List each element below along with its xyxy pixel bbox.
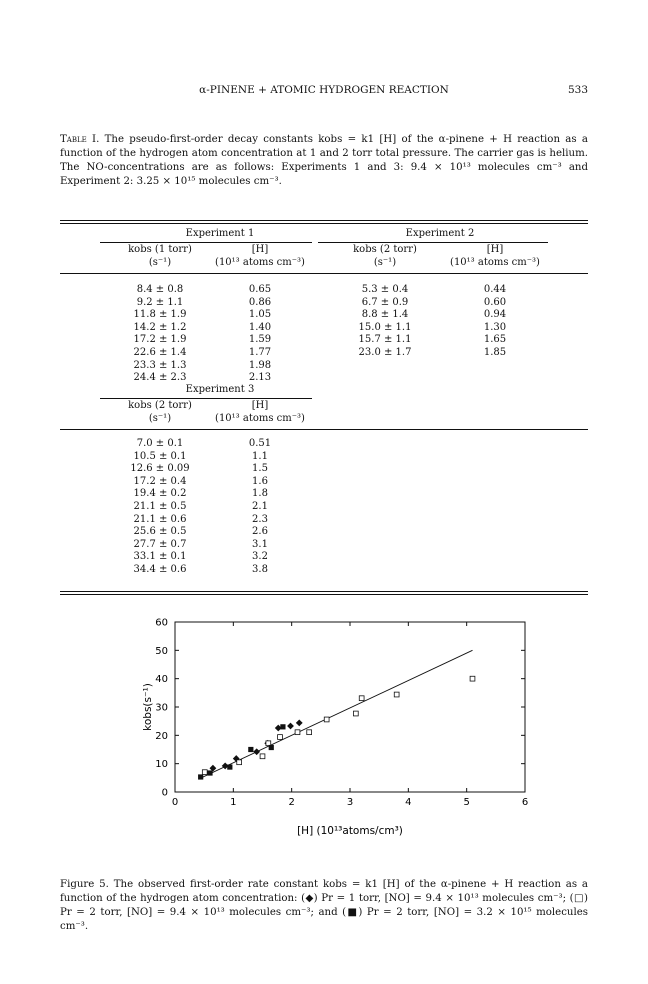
exp3-kobs-cell: 27.7 ± 0.7 [133, 538, 187, 550]
experiment2-group-rule [318, 242, 548, 243]
y-tick-label: 30 [155, 702, 168, 714]
table-bottom-rule [60, 591, 588, 592]
exp3-h-cell: 3.8 [252, 564, 268, 575]
exp3-kobs-cell: 12.6 ± 0.09 [130, 463, 190, 475]
data-point-open-square [278, 735, 283, 740]
x-tick-label: 0 [171, 797, 179, 808]
exp3-h-cell: 1.1 [252, 450, 268, 462]
data-point-open-square [470, 676, 475, 681]
exp1-kobs-cell: 23.3 ± 1.3 [133, 359, 187, 371]
exp3-kobs-cell: 7.0 ± 0.1 [136, 438, 184, 449]
exp1-kobs-cell: 8.4 ± 0.8 [136, 284, 184, 295]
exp2-col2-header: [H] [486, 244, 504, 255]
page-number: 533 [567, 84, 588, 96]
experiment3-header-rule [60, 429, 588, 430]
table-caption [60, 133, 588, 189]
exp2-col1-unit: (s⁻¹) [373, 257, 397, 268]
exp3-col1-header: kobs (2 torr) [128, 400, 192, 411]
experiment3-title: Experiment 3 [185, 384, 255, 395]
y-tick-label: 40 [155, 674, 168, 686]
x-axis-label: [H] (10¹³atoms/cm³) [297, 825, 403, 837]
exp3-kobs-cell: 19.4 ± 0.2 [133, 488, 187, 500]
exp3-kobs-cell: 33.1 ± 0.1 [133, 551, 187, 563]
exp3-h-cell: 1.6 [252, 475, 268, 487]
y-tick-label: 60 [155, 617, 168, 629]
data-point-filled-square [248, 747, 253, 752]
exp1-col1-header: kobs (1 torr) [128, 244, 192, 255]
table-top-rule [60, 223, 588, 224]
data-point-filled-square [280, 724, 285, 729]
data-point-open-square [237, 760, 242, 765]
x-tick-label: 4 [405, 797, 412, 808]
x-tick-label: 3 [346, 797, 354, 808]
data-point-open-square [295, 730, 300, 735]
exp3-h-cell: 2.1 [252, 501, 268, 512]
exp1-kobs-cell: 9.2 ± 1.1 [136, 296, 184, 308]
exp3-h-cell: 2.3 [252, 513, 268, 525]
table-bottom-rule [60, 594, 588, 595]
exp1-h-cell: 1.05 [248, 309, 272, 321]
exp1-col2-header: [H] [251, 244, 269, 255]
exp2-kobs-cell: 5.3 ± 0.4 [361, 284, 409, 295]
table-top-rule [60, 220, 588, 221]
exp1-h-cell: 2.13 [248, 372, 272, 384]
exp2-h-cell: 0.94 [483, 309, 507, 321]
data-point-open-square [324, 717, 329, 722]
data-point-open-square [202, 770, 207, 775]
data-point-filled-square [269, 745, 274, 750]
exp3-h-cell: 2.6 [252, 526, 268, 538]
exp3-kobs-cell: 25.6 ± 0.5 [133, 526, 187, 538]
exp1-h-cell: 1.40 [248, 321, 272, 333]
exp2-col1-header: kobs (2 torr) [353, 244, 417, 255]
y-tick-label: 0 [161, 787, 168, 799]
exp3-h-cell: 1.5 [252, 463, 268, 475]
table-header-rule [60, 273, 588, 274]
exp3-h-cell: 3.2 [252, 551, 268, 563]
exp2-col2-unit: (10¹³ atoms cm⁻³) [450, 257, 540, 268]
y-tick-label: 50 [155, 645, 168, 657]
exp1-h-cell: 1.59 [248, 334, 272, 346]
data-point-open-square [394, 692, 399, 697]
exp1-kobs-cell: 17.2 ± 1.9 [133, 334, 187, 346]
table-caption-text: The pseudo-first-order decay constants kobs = k1 [H] of the α-pinene + H reaction as a function of the hydrogen atom concentration at 1 and 2 torr total pressure. The carrier gas is helium. The NO-concentrations are as follows: Experiments 1 and 3: 9.4 × 10¹³ molecules cm⁻³ and Experiment 2: 3.25 × 10¹⁵ molecules cm⁻³. [60, 134, 588, 187]
exp2-h-cell: 1.85 [483, 347, 507, 358]
data-point-diamond [296, 719, 303, 726]
exp1-h-cell: 0.65 [248, 284, 272, 295]
y-tick-label: 10 [155, 759, 168, 771]
running-header [60, 84, 588, 100]
data-point-filled-square [198, 774, 203, 779]
exp3-col1-unit: (s⁻¹) [148, 413, 172, 424]
exp2-kobs-cell: 23.0 ± 1.7 [358, 347, 412, 358]
exp2-kobs-cell: 15.0 ± 1.1 [358, 321, 412, 333]
figure-caption: Figure 5. The observed first-order rate constant kobs = k1 [H] of the α-pinene + H reaction as a function of the hydrogen atom concentration: (◆) Pr = 1 torr, [NO] = 9.4 × 10¹³ molecules cm⁻³; (□) Pr = 2 torr, [NO] = 9.4 × 10¹³ molecules cm⁻³; and (■) Pr = 2 torr, [NO] = 3.2 × 10¹⁵ molecules cm⁻³. [60, 879, 588, 932]
x-tick-label: 2 [288, 797, 295, 808]
y-tick-label: 20 [155, 730, 168, 742]
exp1-kobs-cell: 11.8 ± 1.9 [133, 309, 187, 321]
exp3-kobs-cell: 10.5 ± 0.1 [133, 450, 187, 462]
exp3-col2-header: [H] [251, 400, 269, 411]
exp3-col2-unit: (10¹³ atoms cm⁻³) [215, 413, 305, 424]
exp2-h-cell: 0.44 [483, 284, 507, 295]
exp3-h-cell: 1.8 [252, 488, 268, 500]
exp1-h-cell: 1.98 [248, 359, 272, 371]
exp3-kobs-cell: 34.4 ± 0.6 [133, 564, 187, 575]
exp1-h-cell: 0.86 [248, 296, 272, 308]
x-tick-label: 6 [521, 797, 529, 808]
data-point-open-square [307, 730, 312, 735]
exp1-col2-unit: (10¹³ atoms cm⁻³) [215, 257, 305, 268]
experiment1-title: Experiment 1 [185, 228, 255, 239]
exp1-h-cell: 1.77 [248, 347, 272, 358]
exp3-kobs-cell: 17.2 ± 0.4 [133, 475, 187, 487]
data-point-open-square [359, 696, 364, 701]
exp3-h-cell: 0.51 [248, 438, 272, 449]
exp1-kobs-cell: 14.2 ± 1.2 [133, 321, 187, 333]
data-point-diamond [287, 723, 294, 730]
exp2-kobs-cell: 8.8 ± 1.4 [361, 309, 409, 321]
data-point-open-square [353, 711, 358, 716]
exp2-h-cell: 1.30 [483, 321, 507, 333]
exp2-kobs-cell: 15.7 ± 1.1 [358, 334, 412, 346]
table-label: Table I. [60, 134, 100, 145]
data-point-filled-square [227, 764, 232, 769]
y-axis-label: kobs(s⁻¹) [142, 683, 154, 731]
data-point-filled-square [207, 770, 212, 775]
fit-line [201, 650, 472, 778]
experiment3-group-rule [100, 398, 312, 399]
exp2-kobs-cell: 6.7 ± 0.9 [361, 296, 409, 308]
x-tick-label: 1 [230, 797, 237, 808]
exp3-h-cell: 3.1 [252, 538, 268, 550]
exp3-kobs-cell: 21.1 ± 0.5 [133, 501, 187, 512]
rate-constant-chart [140, 612, 540, 852]
exp2-h-cell: 0.60 [483, 296, 507, 308]
running-title: α-PINENE + ATOMIC HYDROGEN REACTION [199, 84, 449, 96]
data-point-open-square [260, 754, 265, 759]
exp3-kobs-cell: 21.1 ± 0.6 [133, 513, 187, 525]
experiment2-title: Experiment 2 [405, 228, 475, 239]
data-point-diamond [253, 748, 260, 755]
exp1-kobs-cell: 22.6 ± 1.4 [133, 347, 187, 358]
exp2-h-cell: 1.65 [483, 334, 507, 346]
exp1-kobs-cell: 24.4 ± 2.3 [133, 372, 187, 384]
experiment1-group-rule [100, 242, 312, 243]
x-tick-label: 5 [463, 797, 470, 808]
exp1-col1-unit: (s⁻¹) [148, 257, 172, 268]
